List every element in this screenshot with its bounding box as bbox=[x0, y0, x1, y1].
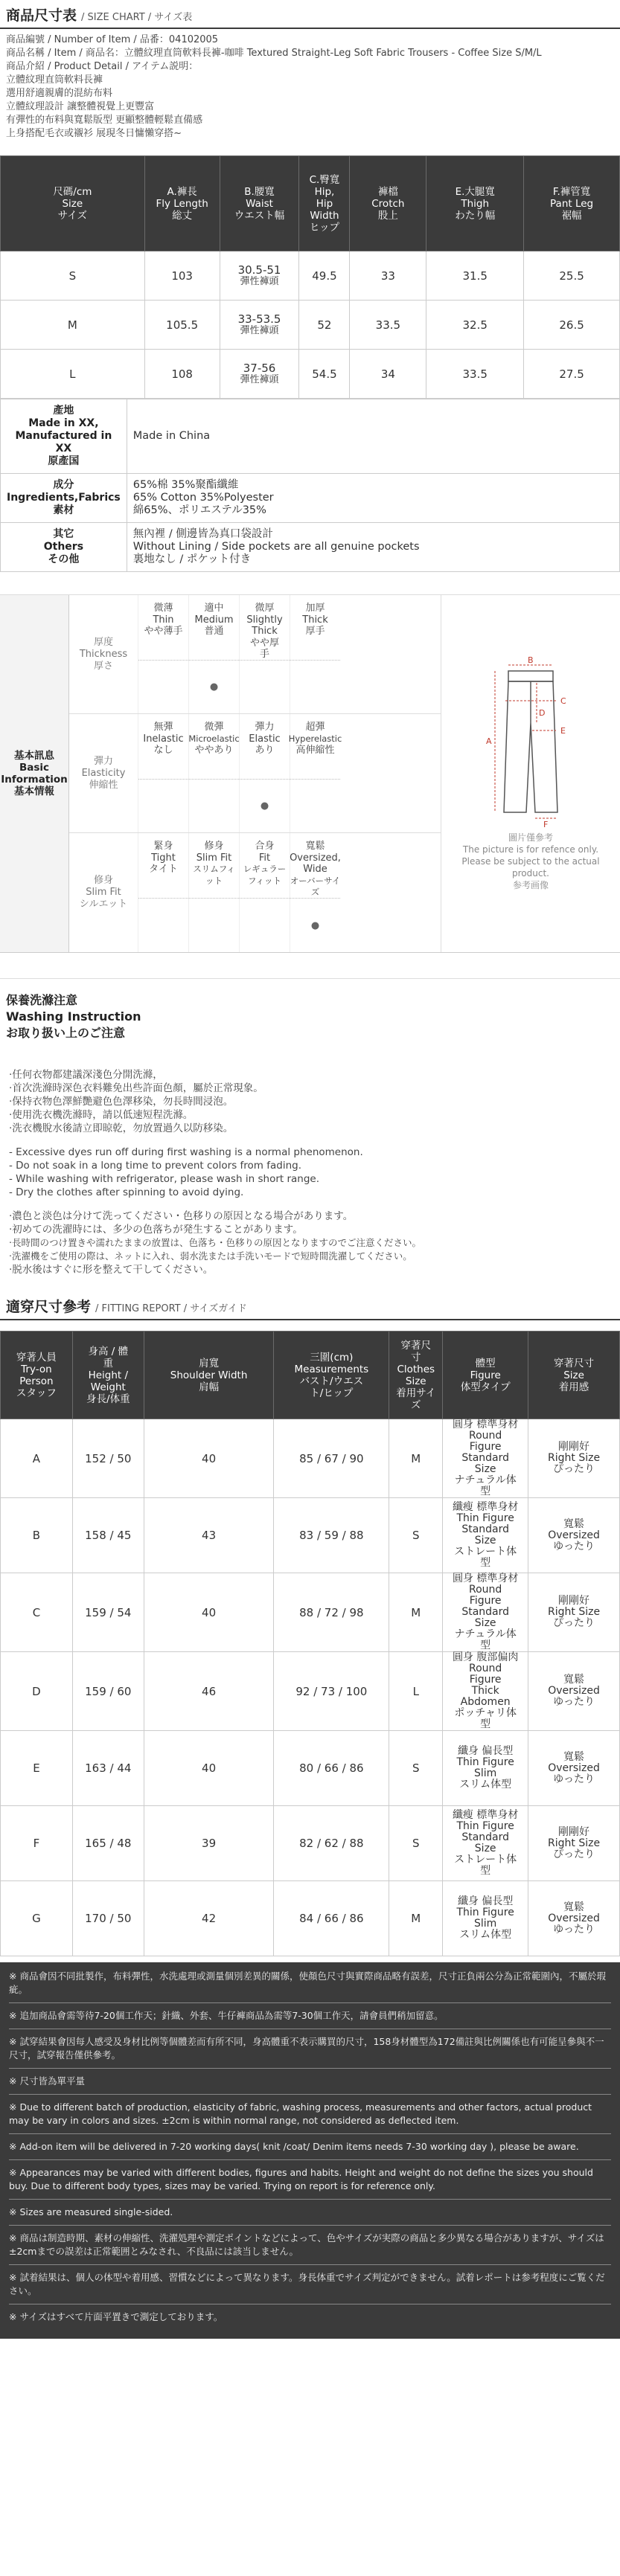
washing-line: ‧長時間のつけ置きや濡れたままの放置は、色落ち・色移りの原因となりますのでご注意ください。 bbox=[9, 1237, 421, 1248]
shoulder-cell: 40 bbox=[144, 1731, 274, 1806]
note-line: ※ Sizes are measured single-sided. bbox=[9, 2206, 173, 2217]
hip-cell: 54.5 bbox=[299, 350, 350, 399]
diagram-letter-d: D bbox=[539, 708, 546, 718]
table-row bbox=[1, 350, 620, 399]
selection-mark bbox=[290, 661, 340, 713]
trouser-diagram-icon bbox=[456, 656, 605, 827]
note-line: ※ 商品會因不同批製作，布料彈性，水洗處理或測量個別差異的關係，使顏色尺寸與實際商品略有誤差，尺寸正負兩公分為正常範圍內，不屬於瑕疵。 bbox=[9, 1970, 606, 1995]
thickness-option-medium: 適中 Medium 普通 ● bbox=[188, 595, 239, 713]
note-line: ※ Due to different batch of production, elasticity of fabric, washing process, measurements and other factors, actual product may be vary in colors and sizes. ±2cm is within normal range, not considered as deflected item. bbox=[9, 2101, 592, 2126]
thickness-option-thick: 加厚 Thick 厚手 bbox=[290, 595, 340, 713]
height-weight-cell: 158 / 45 bbox=[72, 1498, 144, 1573]
height-weight-cell: 170 / 50 bbox=[72, 1881, 144, 1956]
figure-cell: 纖瘦 標準身材 Thin Figure Standard Size ストレート体 型 bbox=[443, 1498, 528, 1573]
height-weight-cell: 159 / 60 bbox=[72, 1652, 144, 1731]
length-header: A.褲長 Fly Length 総丈 bbox=[144, 156, 220, 251]
fit-label: 修身 Slim Fit シルエット bbox=[79, 875, 128, 910]
hip-cell: 52 bbox=[299, 301, 350, 350]
measurements-header: 三圍(cm) Measurements バスト/ウエス ト/ヒップ bbox=[274, 1332, 389, 1419]
fit-row bbox=[69, 833, 441, 952]
table-row bbox=[1, 1806, 620, 1881]
measurements-cell: 85 / 67 / 90 bbox=[274, 1419, 389, 1498]
fit-feel-cell: 寬鬆 Oversized ゆったり bbox=[528, 1498, 620, 1573]
attribute-row-fabric bbox=[1, 474, 620, 523]
size-table bbox=[0, 155, 620, 399]
fitting-title: 適穿尺寸參考 bbox=[6, 1299, 92, 1315]
size-table-header-row bbox=[1, 156, 620, 251]
basic-info-label: 基本訊息 Basic Information 基本情報 bbox=[0, 595, 69, 952]
selection-mark bbox=[138, 780, 188, 832]
washing-line: ‧脱水後はすぐに形を整えて干してください。 bbox=[9, 1264, 214, 1276]
height-weight-header: 身高 / 體 重 Height / Weight 身長/体重 bbox=[72, 1332, 144, 1419]
washing-line: ‧初めての洗濯時には、多少の色落ちが発生することがあります。 bbox=[9, 1224, 303, 1236]
figure-header: 體型 Figure 体型タイプ bbox=[443, 1332, 528, 1419]
clothes-size-header: 穿著尺 寸 Clothes Size 着用サイ ズ bbox=[389, 1332, 443, 1419]
person-cell: E bbox=[1, 1731, 73, 1806]
attribute-row-origin bbox=[1, 399, 620, 474]
waist-cell: 33-53.5 彈性褲頭 bbox=[220, 301, 299, 350]
note-line: ※ 試着結果は、個人の体型や着用感、習慣などによって異なります。身長体重でサイズ判定ができません。試着レポートは参考程度にご覧ください。 bbox=[9, 2272, 605, 2296]
table-row bbox=[1, 1573, 620, 1652]
origin-label: 產地 Made in XX, Manufactured in XX 原產国 bbox=[1, 399, 127, 474]
clothes-size-cell: S bbox=[389, 1498, 443, 1573]
shoulder-cell: 43 bbox=[144, 1498, 274, 1573]
note-line: ※ 尺寸皆為單平量 bbox=[9, 2075, 85, 2087]
washing-title-en: Washing Instruction bbox=[6, 1009, 141, 1024]
thickness-option-slightly-thick: 微厚 Slightly Thick やや厚 手 bbox=[239, 595, 290, 713]
washing-title-ja: お取り扱い上のご注意 bbox=[6, 1026, 126, 1040]
note-line: ※ サイズはすべて片面平置きで測定しております。 bbox=[9, 2311, 223, 2322]
selection-mark bbox=[138, 899, 188, 952]
elasticity-option-elastic: 彈力 Elastic あり ● bbox=[239, 714, 290, 832]
selection-mark bbox=[189, 899, 239, 952]
shoulder-cell: 46 bbox=[144, 1652, 274, 1731]
measurements-cell: 84 / 66 / 86 bbox=[274, 1881, 389, 1956]
diagram-letter-c: C bbox=[560, 696, 566, 706]
others-value: 無內裡 / 側邊皆為真口袋設計 Without Lining / Side pockets are all genuine pockets 裏地なし / ポケット付き bbox=[127, 523, 619, 572]
washing-line: ‧保持衣物色澤鮮艷避色色澤移染，勿長時間浸泡。 bbox=[9, 1096, 234, 1108]
info-line: 商品名稱 / Item / 商品名：立體紋理直筒軟料長褲-咖啡 Textured Straight-Leg Soft Fabric Trousers - Coffee Size S/M/L bbox=[6, 48, 542, 59]
basic-information bbox=[0, 594, 620, 953]
selection-mark: ● bbox=[310, 919, 320, 931]
size-chart-title: 商品尺寸表 bbox=[6, 7, 77, 24]
person-cell: C bbox=[1, 1573, 73, 1652]
pant-leg-header: F.褲管寬 Pant Leg 裾幅 bbox=[524, 156, 620, 251]
attribute-row-others bbox=[1, 523, 620, 572]
selection-mark: ● bbox=[260, 800, 269, 812]
figure-cell: 纖身 偏長型 Thin Figure Slim スリム体型 bbox=[443, 1881, 528, 1956]
crotch-cell: 33 bbox=[350, 251, 426, 301]
leg-cell: 26.5 bbox=[524, 301, 620, 350]
selection-mark bbox=[189, 780, 239, 832]
length-cell: 108 bbox=[144, 350, 220, 399]
elasticity-option-hyperelastic: 超彈 Hyperelastic 高伸縮性 bbox=[290, 714, 340, 832]
person-cell: A bbox=[1, 1419, 73, 1498]
selection-mark: ● bbox=[209, 681, 219, 693]
person-header: 穿著人員 Try-on Person スタッフ bbox=[1, 1332, 73, 1419]
crotch-cell: 34 bbox=[350, 350, 426, 399]
waist-cell: 37-56 彈性褲頭 bbox=[220, 350, 299, 399]
thickness-option-thin: 微薄 Thin やや薄手 bbox=[138, 595, 188, 713]
fit-feel-header: 穿著尺寸 Size 着用感 bbox=[528, 1332, 620, 1419]
table-row bbox=[1, 301, 620, 350]
washing-line: ‧任何衣物都建議深淺色分開洗滌， bbox=[9, 1069, 163, 1081]
person-cell: B bbox=[1, 1498, 73, 1573]
washing-line: - While washing with refrigerator, please wash in short range. bbox=[9, 1173, 320, 1185]
crotch-cell: 33.5 bbox=[350, 301, 426, 350]
fitting-subtitle: / FITTING REPORT / サイズガイド bbox=[95, 1303, 247, 1314]
washing-line: - Do not soak in a long time to prevent colors from fading. bbox=[9, 1160, 302, 1172]
figure-cell: 圓身 標準身材 Round Figure Standard Size ナチュラル体 型 bbox=[443, 1419, 528, 1498]
measurements-cell: 92 / 73 / 100 bbox=[274, 1652, 389, 1731]
waist-header: B.腰寬 Waist ウエスト幅 bbox=[220, 156, 299, 251]
size-cell: L bbox=[1, 350, 145, 399]
figure-cell: 圓身 標準身材 Round Figure Standard Size ナチュラル体 型 bbox=[443, 1573, 528, 1652]
fitting-header-row bbox=[1, 1332, 620, 1419]
shoulder-cell: 40 bbox=[144, 1573, 274, 1652]
clothes-size-cell: M bbox=[389, 1881, 443, 1956]
attribute-table bbox=[0, 399, 620, 572]
length-cell: 105.5 bbox=[144, 301, 220, 350]
shoulder-cell: 42 bbox=[144, 1881, 274, 1956]
figure-cell: 纖瘦 標準身材 Thin Figure Standard Size ストレート体 型 bbox=[443, 1806, 528, 1881]
size-cell: S bbox=[1, 251, 145, 301]
elasticity-option-microelastic: 微彈 Microelastic ややあり bbox=[188, 714, 239, 832]
clothes-size-cell: L bbox=[389, 1652, 443, 1731]
info-line: 有彈性的布料與寬鬆版型 更顯整體輕鬆直備感 bbox=[6, 115, 203, 126]
fit-feel-cell: 寬鬆 Oversized ゆったり bbox=[528, 1881, 620, 1956]
height-weight-cell: 159 / 54 bbox=[72, 1573, 144, 1652]
clothes-size-cell: S bbox=[389, 1806, 443, 1881]
table-row bbox=[1, 1419, 620, 1498]
fit-feel-cell: 寬鬆 Oversized ゆったり bbox=[528, 1652, 620, 1731]
info-line: 商品編號 / Number of Item / 品番：04102005 bbox=[6, 34, 219, 45]
measurements-cell: 82 / 62 / 88 bbox=[274, 1806, 389, 1881]
table-row bbox=[1, 1652, 620, 1731]
clothes-size-cell: S bbox=[389, 1731, 443, 1806]
thigh-cell: 31.5 bbox=[426, 251, 524, 301]
clothes-size-cell: M bbox=[389, 1419, 443, 1498]
fitting-report-header bbox=[0, 1291, 620, 1320]
note-line: ※ Add-on item will be delivered in 7-20 working days( knit /coat/ Denim items needs 7-30 working day ), please be aware. bbox=[9, 2141, 579, 2152]
trouser-figure-panel bbox=[441, 595, 620, 952]
hip-header: C.臀寬 Hip, Hip Width ヒップ bbox=[299, 156, 350, 251]
measurements-cell: 88 / 72 / 98 bbox=[274, 1573, 389, 1652]
figure-cell: 圓身 腹部偏肉 Round Figure Thick Abdomen ポッチャリ体 型 bbox=[443, 1652, 528, 1731]
shoulder-cell: 39 bbox=[144, 1806, 274, 1881]
product-info bbox=[0, 29, 620, 145]
fit-feel-cell: 剛剛好 Right Size ぴったり bbox=[528, 1573, 620, 1652]
diagram-letter-b: B bbox=[528, 656, 534, 665]
crotch-header: 褲檔 Crotch 股上 bbox=[350, 156, 426, 251]
note-line: ※ 試穿結果會因每人感受及身材比例等個體差而有所不同，身高體重不表示購買的尺寸，158身材體型為172備註與比例關係也有可能呈參與不一尺寸，試穿報告僅供參考。 bbox=[9, 2036, 604, 2061]
diagram-letter-e: E bbox=[560, 726, 566, 736]
selection-mark bbox=[240, 899, 290, 952]
length-cell: 103 bbox=[144, 251, 220, 301]
selection-mark bbox=[138, 661, 188, 713]
washing-title-zh: 保養洗滌注意 bbox=[6, 993, 78, 1007]
washing-line: - Excessive dyes run off during first washing is a normal phenomenon. bbox=[9, 1146, 363, 1158]
elasticity-label: 彈力 Elasticity 伸縮性 bbox=[81, 755, 126, 791]
fabric-label: 成分 Ingredients,Fabrics 素材 bbox=[1, 474, 127, 523]
thigh-header: E.大腿寬 Thigh わたり幅 bbox=[426, 156, 524, 251]
selection-mark bbox=[240, 661, 290, 713]
measurements-cell: 80 / 66 / 86 bbox=[274, 1731, 389, 1806]
diagram-letter-f: F bbox=[543, 820, 549, 827]
person-cell: D bbox=[1, 1652, 73, 1731]
note-line: ※ Appearances may be varied with different bodies, figures and habits. Height and weight do not define the sizes you should buy. Due to different body types, sizes may be varied. Trying on report is for reference only. bbox=[9, 2167, 593, 2191]
info-line: 上身搭配毛衣或襯衫 展現冬日慵懶穿搭~ bbox=[6, 128, 182, 139]
height-weight-cell: 165 / 48 bbox=[72, 1806, 144, 1881]
fit-option-regular: 合身 Fit レギュラーフィット bbox=[239, 833, 290, 952]
elasticity-option-inelastic: 無彈 Inelastic なし bbox=[138, 714, 188, 832]
washing-instruction-body bbox=[0, 1047, 620, 1284]
waist-cell: 30.5-51 彈性褲頭 bbox=[220, 251, 299, 301]
origin-value: Made in China bbox=[127, 399, 619, 474]
size-cell: M bbox=[1, 301, 145, 350]
washing-instruction-header bbox=[0, 978, 620, 1047]
fit-feel-cell: 寬鬆 Oversized ゆったり bbox=[528, 1731, 620, 1806]
fit-feel-cell: 剛剛好 Right Size ぴったり bbox=[528, 1419, 620, 1498]
washing-line: ‧洗衣機脫水後請立即晾乾，勿放置過久以防移染。 bbox=[9, 1122, 234, 1134]
info-line: 商品介紹 / Product Detail / アイテム説明： bbox=[6, 61, 199, 72]
table-row bbox=[1, 1731, 620, 1806]
fit-option-tight: 緊身 Tight タイト bbox=[138, 833, 188, 952]
height-weight-cell: 163 / 44 bbox=[72, 1731, 144, 1806]
fit-option-oversized: 寬鬆 Oversized, Wide オーバーサイズ ● bbox=[290, 833, 340, 952]
fitting-table bbox=[0, 1331, 620, 1956]
leg-cell: 25.5 bbox=[524, 251, 620, 301]
elasticity-row bbox=[69, 714, 441, 833]
note-line: ※ 商品は制造時期、素材の伸縮性、洗濯処理や測定ポイントなどによって、色やサイズが実際の商品と多少異なる場合がありますが、サイズは±2cmまでの誤差は正常範囲とみなされ、不良品には該当しません。 bbox=[9, 2232, 604, 2257]
figure-cell: 纖身 偏長型 Thin Figure Slim スリム体型 bbox=[443, 1731, 528, 1806]
fit-option-slim: 修身 Slim Fit スリムフィット bbox=[188, 833, 239, 952]
selection-mark bbox=[290, 780, 340, 832]
notes-panel bbox=[0, 1962, 620, 2339]
clothes-size-cell: M bbox=[389, 1573, 443, 1652]
note-line: ※ 追加商品會需等待7-20個工作天；針織、外套、牛仔褲商品為需等7-30個工作天，請會員們稍加留意。 bbox=[9, 2010, 444, 2021]
table-row bbox=[1, 1498, 620, 1573]
height-weight-cell: 152 / 50 bbox=[72, 1419, 144, 1498]
washing-line: - Dry the clothes after spinning to avoid dying. bbox=[9, 1186, 244, 1198]
size-chart-subtitle: / SIZE CHART / サイズ表 bbox=[81, 12, 193, 23]
table-row bbox=[1, 251, 620, 301]
figure-caption: 圖片僅參考 The picture is for refence only. Please be subject to the actual product. 参考画像 bbox=[461, 832, 600, 890]
thickness-row bbox=[69, 595, 441, 714]
hip-cell: 49.5 bbox=[299, 251, 350, 301]
fabric-value: 65%棉 35%聚酯纖維 65% Cotton 35%Polyester 綿65%、ポリエステル35% bbox=[127, 474, 619, 523]
table-row bbox=[1, 1881, 620, 1956]
washing-line: ‧首次洗滌時深色衣料難免出些許面色顏，屬於正常現象。 bbox=[9, 1082, 263, 1094]
size-chart-header bbox=[0, 0, 620, 29]
leg-cell: 27.5 bbox=[524, 350, 620, 399]
shoulder-header: 肩寬 Shoulder Width 肩幅 bbox=[144, 1332, 274, 1419]
washing-line: ‧洗濯機をご使用の際は、ネットに入れ、弱水洗または手洗いモードで短時間洗濯してください。 bbox=[9, 1250, 412, 1262]
info-line: 立體紋理設計 讓整體視覺上更豐富 bbox=[6, 101, 155, 112]
washing-line: ‧使用洗衣機洗滌時，請以低速短程洗滌。 bbox=[9, 1109, 194, 1121]
others-label: 其它 Others その他 bbox=[1, 523, 127, 572]
shoulder-cell: 40 bbox=[144, 1419, 274, 1498]
fit-feel-cell: 剛剛好 Right Size ぴったり bbox=[528, 1806, 620, 1881]
washing-line: ‧濃色と淡色は分けて洗ってください・色移りの原因となる場合があります。 bbox=[9, 1210, 354, 1222]
info-line: 選用舒適親膚的混紡布料 bbox=[6, 88, 113, 99]
feel-grid bbox=[69, 595, 441, 952]
thickness-label: 厚度 Thickness 厚さ bbox=[79, 636, 128, 672]
person-cell: G bbox=[1, 1881, 73, 1956]
info-line: 立體紋理直筒軟料長褲 bbox=[6, 74, 103, 86]
person-cell: F bbox=[1, 1806, 73, 1881]
thigh-cell: 32.5 bbox=[426, 301, 524, 350]
thigh-cell: 33.5 bbox=[426, 350, 524, 399]
diagram-letter-a: A bbox=[486, 736, 492, 746]
size-header: 尺碼/cm Size サイズ bbox=[1, 156, 145, 251]
measurements-cell: 83 / 59 / 88 bbox=[274, 1498, 389, 1573]
